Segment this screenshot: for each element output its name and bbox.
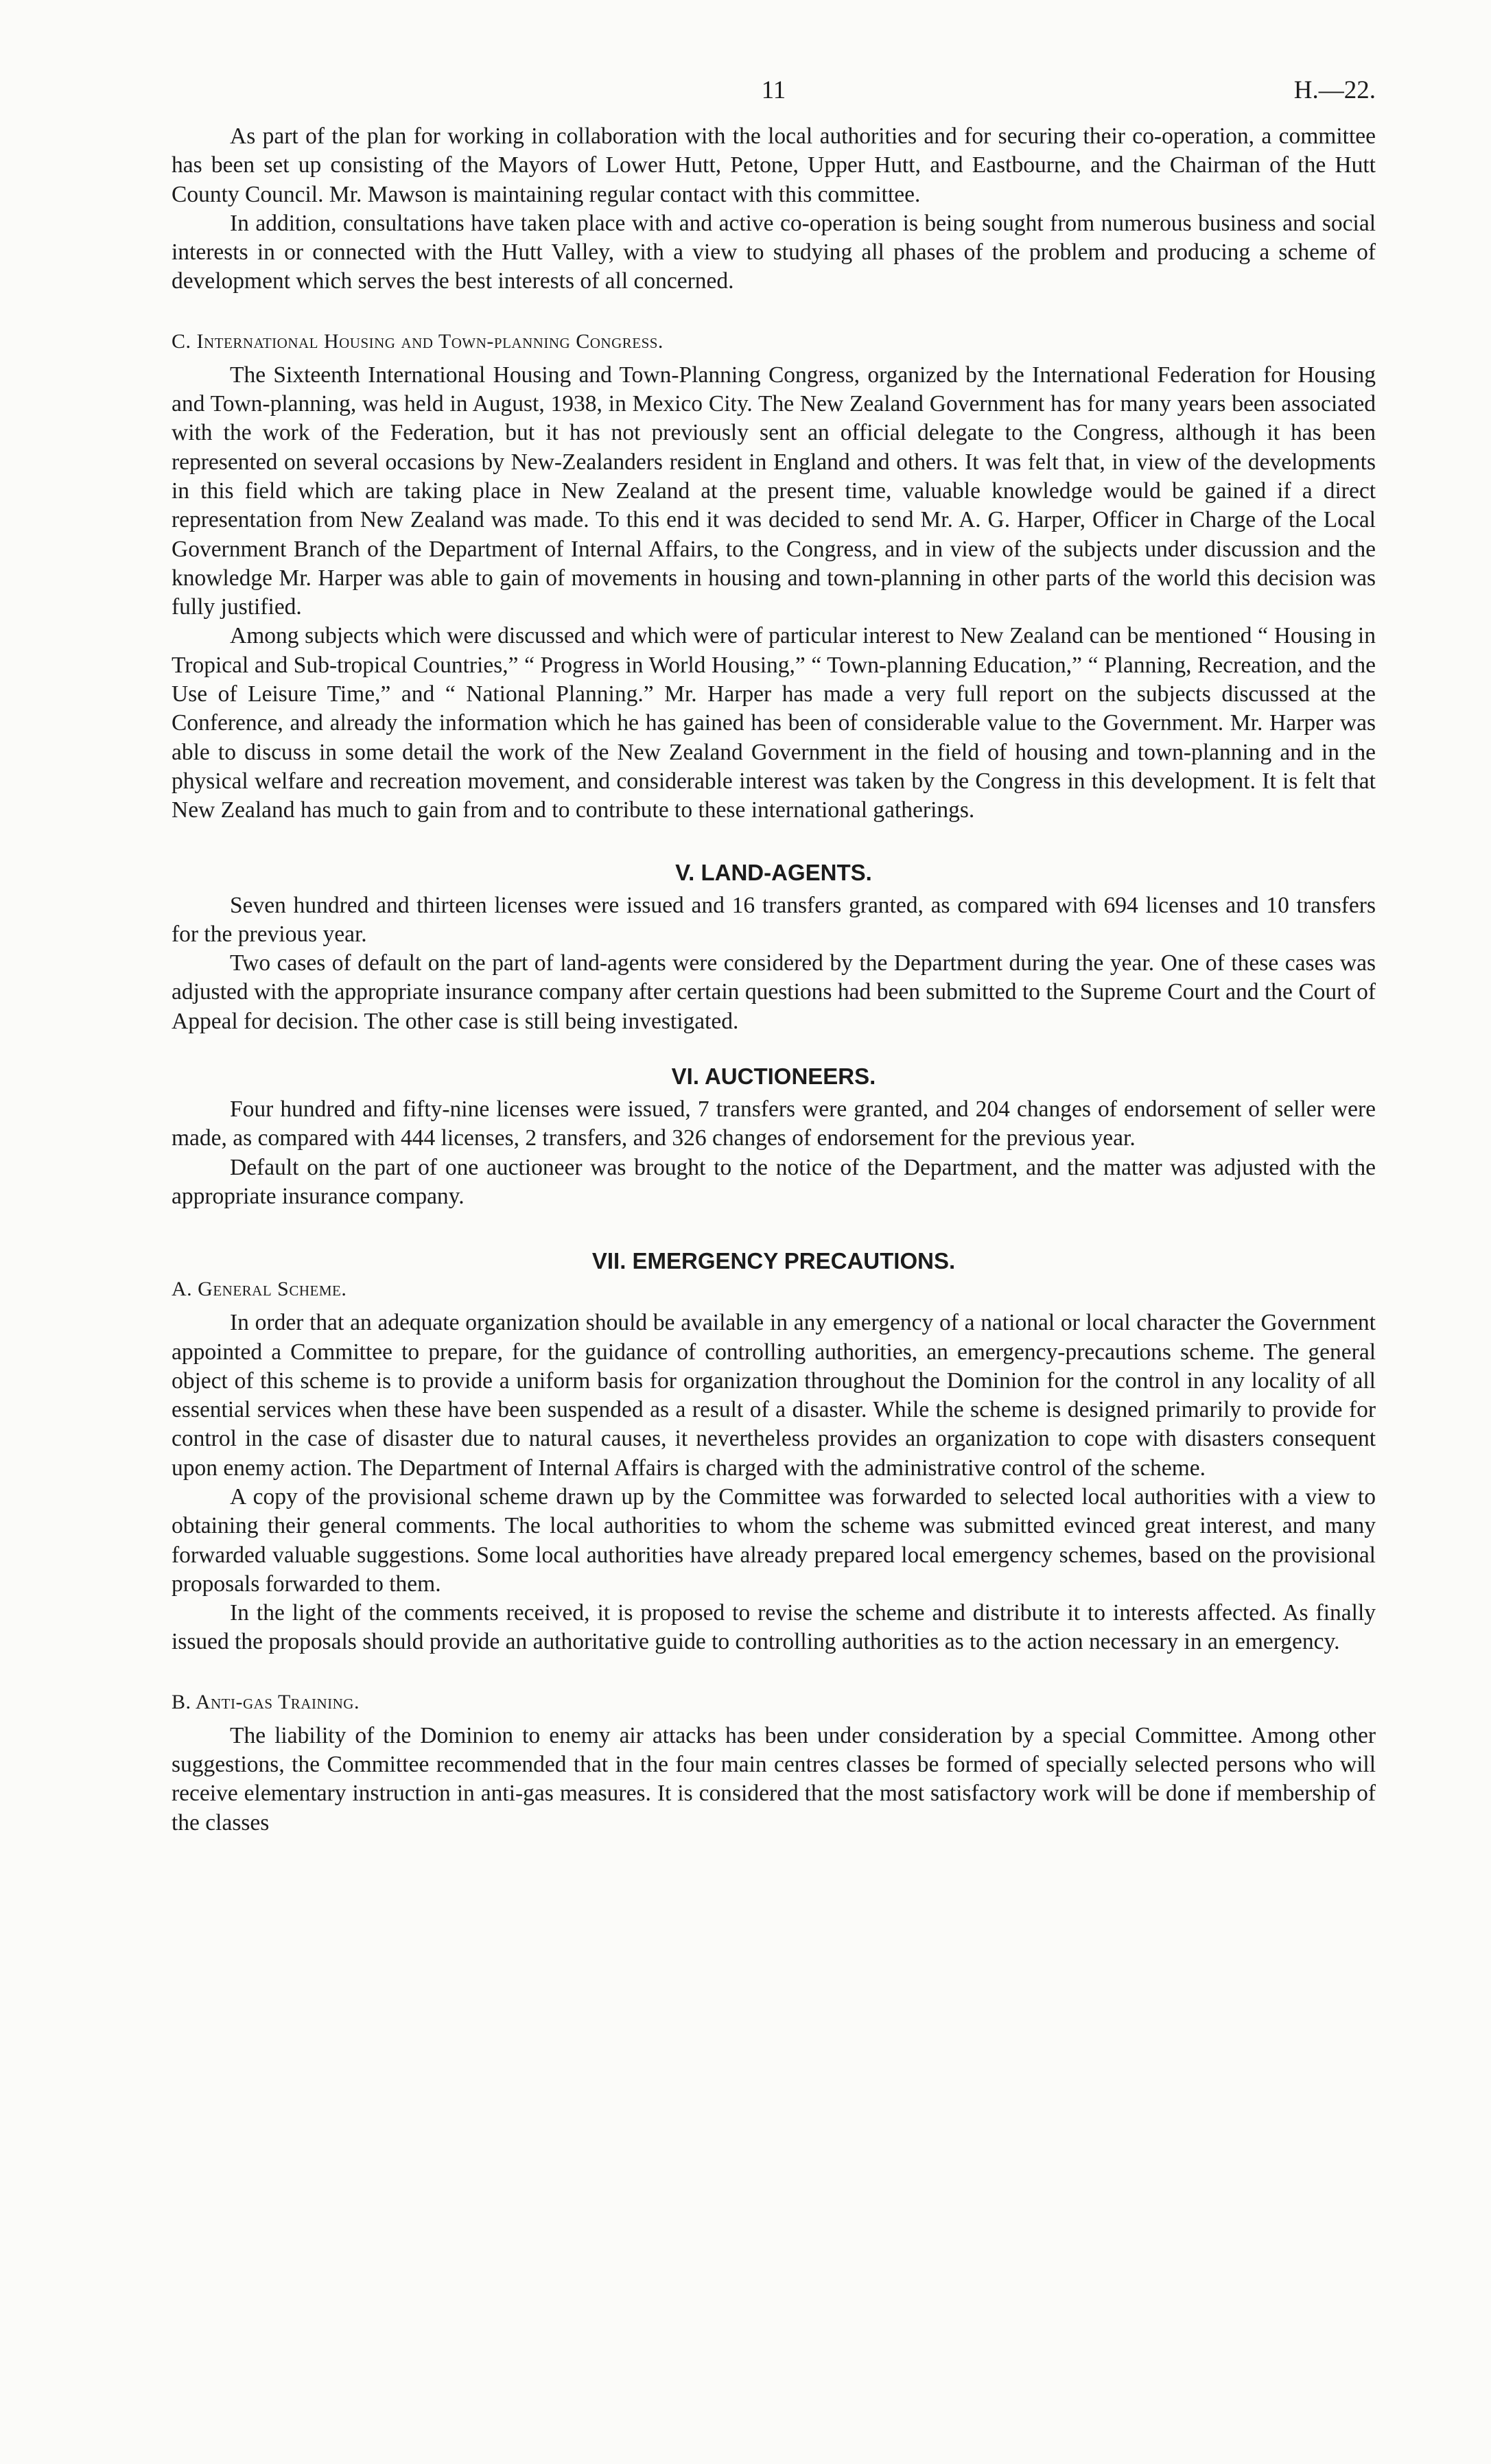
subsection-heading-b: B. Anti-gas Training.: [172, 1690, 360, 1713]
subsection-heading-a: A. General Scheme.: [172, 1278, 347, 1301]
paragraph: In order that an adequate organization should be available in any emergency of a national or local character the Government appointed a Committee to prepare, for the guidance of controlling authorities, an emergency-precautions scheme. The general object of this scheme is to provide a uniform basis for organization throughout the Dominion for the control in any locality of all essential services when these have been suspended as a result of a disaster. While the scheme is designed primarily to provide for control in the case of disaster due to natural causes, it nevertheless provides an organization to cope with disasters consequent upon enemy action. The Department of Internal Affairs is charged with the administrative control of the scheme.: [172, 1310, 1376, 1481]
paragraph: As part of the plan for working in collaboration with the local authorities and for securing their co-operation, a committee has been set up consisting of the Mayors of Lower Hutt, Petone, Upper Hutt, and Eastbourne, and the Chairman of the Hutt County Council. Mr. Mawson is maintaining regular contact with this committee.: [172, 124, 1376, 207]
page-number: 11: [761, 76, 786, 104]
paragraph: Default on the part of one auctioneer was brought to the notice of the Department, and the matter was adjusted with the appropriate insurance company.: [172, 1154, 1376, 1209]
paragraph: The Sixteenth International Housing and Town-Planning Congress, organized by the International Federation for Housing and Town-planning, was held in August, 1938, in Mexico City. The New Zealand Government has for many years been associated with the work of the Federation, but it has not previously sent an official delegate to the Congress, although it has been represented on several occasions by New-Zealanders resident in England and others. It was felt that, in view of the developments in this field which are taking place in New Zealand at the present time, valuable knowledge would be gained if a direct representation from New Zealand was made. To this end it was decided to send Mr. A. G. Harper, Officer in Charge of the Local Government Branch of the Department of Internal Affairs, to the Congress, and in view of the subjects under discussion and the knowledge Mr. Harper was able to gain of movements in housing and town-planning in other parts of the world this decision was fully justified.: [172, 362, 1376, 620]
paragraph: Seven hundred and thirteen licenses were issued and 16 transfers granted, as compared with 694 licenses and 10 transfers for the previous year.: [172, 892, 1376, 947]
paragraph: Two cases of default on the part of land-agents were considered by the Department during the year. One of these cases was adjusted with the appropriate insurance company after certain questions had been submitted to the Supreme Court and the Court of Appeal for decision. The other case is still being investigated.: [172, 950, 1376, 1034]
paragraph: Among subjects which were discussed and which were of particular interest to New Zealand can be mentioned “ Housing in Tropical and Sub-tropical Countries,” “ Progress in World Housing,” “ Town-planning Education,” “ Planning, Recreation, and the Use of Leisure Time,” and “ National Planning.” Mr. Harper has made a very full report on the subjects discussed at the Conference, and already the information which he has gained has been of considerable value to the Government. Mr. Harper was able to discuss in some detail the work of the New Zealand Government in the field of housing and town-planning and in the physical welfare and recreation movement, and considerable interest was taken by the Congress in this development. It is felt that New Zealand has much to gain from and to contribute to these international gatherings.: [172, 623, 1376, 823]
page-header: [172, 75, 1376, 117]
paragraph: In the light of the comments received, it is proposed to revise the scheme and distribute it to interests affected. As finally issued the proposals should provide an authoritative guide to controlling authorities as to the action necessary in an emergency.: [172, 1600, 1376, 1655]
paragraph: Four hundred and fifty-nine licenses were issued, 7 transfers were granted, and 204 changes of endorsement of seller were made, as compared with 444 licenses, 2 transfers, and 326 changes of endorsement for the previous year.: [172, 1096, 1376, 1151]
subsection-c-body: [172, 361, 1376, 825]
intro-block: [172, 122, 1376, 296]
section-heading-land-agents: V. LAND-AGENTS.: [675, 859, 872, 885]
paragraph: A copy of the provisional scheme drawn up by the Committee was forwarded to selected local authorities with a view to obtaining their general comments. The local authorities to whom the scheme was submitted evinced great interest, and many forwarded valuable suggestions. Some local authorities have already prepared local emergency schemes, based on the provisional proposals forwarded to them.: [172, 1483, 1376, 1597]
document-page: [172, 75, 1376, 1838]
section-heading-auctioneers: VI. AUCTIONEERS.: [671, 1064, 876, 1090]
subsection-heading-c: C. International Housing and Town-planning Congress.: [172, 329, 664, 353]
section-vi-body: [172, 1095, 1376, 1211]
section-vii-b-body: [172, 1722, 1376, 1838]
section-v-body: [172, 891, 1376, 1036]
paragraph: In addition, consultations have taken place with and active co-operation is being sought from numerous business and social interests in or connected with the Hutt Valley, with a view to studying all phases of the problem and producing a scheme of development which serves the best interests of all concerned.: [172, 210, 1376, 294]
section-vii-a-body: [172, 1309, 1376, 1657]
section-heading-emergency-precautions: VII. EMERGENCY PRECAUTIONS.: [591, 1248, 956, 1274]
paragraph: The liability of the Dominion to enemy air attacks has been under consideration by a special Committee. Among other suggestions, the Committee recommended that in the four main centres classes be formed of specially selected persons who will receive elementary instruction in anti-gas measures. It is considered that the most satisfactory work will be done if membership of the classes: [172, 1722, 1376, 1835]
document-reference: H.—22.: [1293, 76, 1376, 104]
